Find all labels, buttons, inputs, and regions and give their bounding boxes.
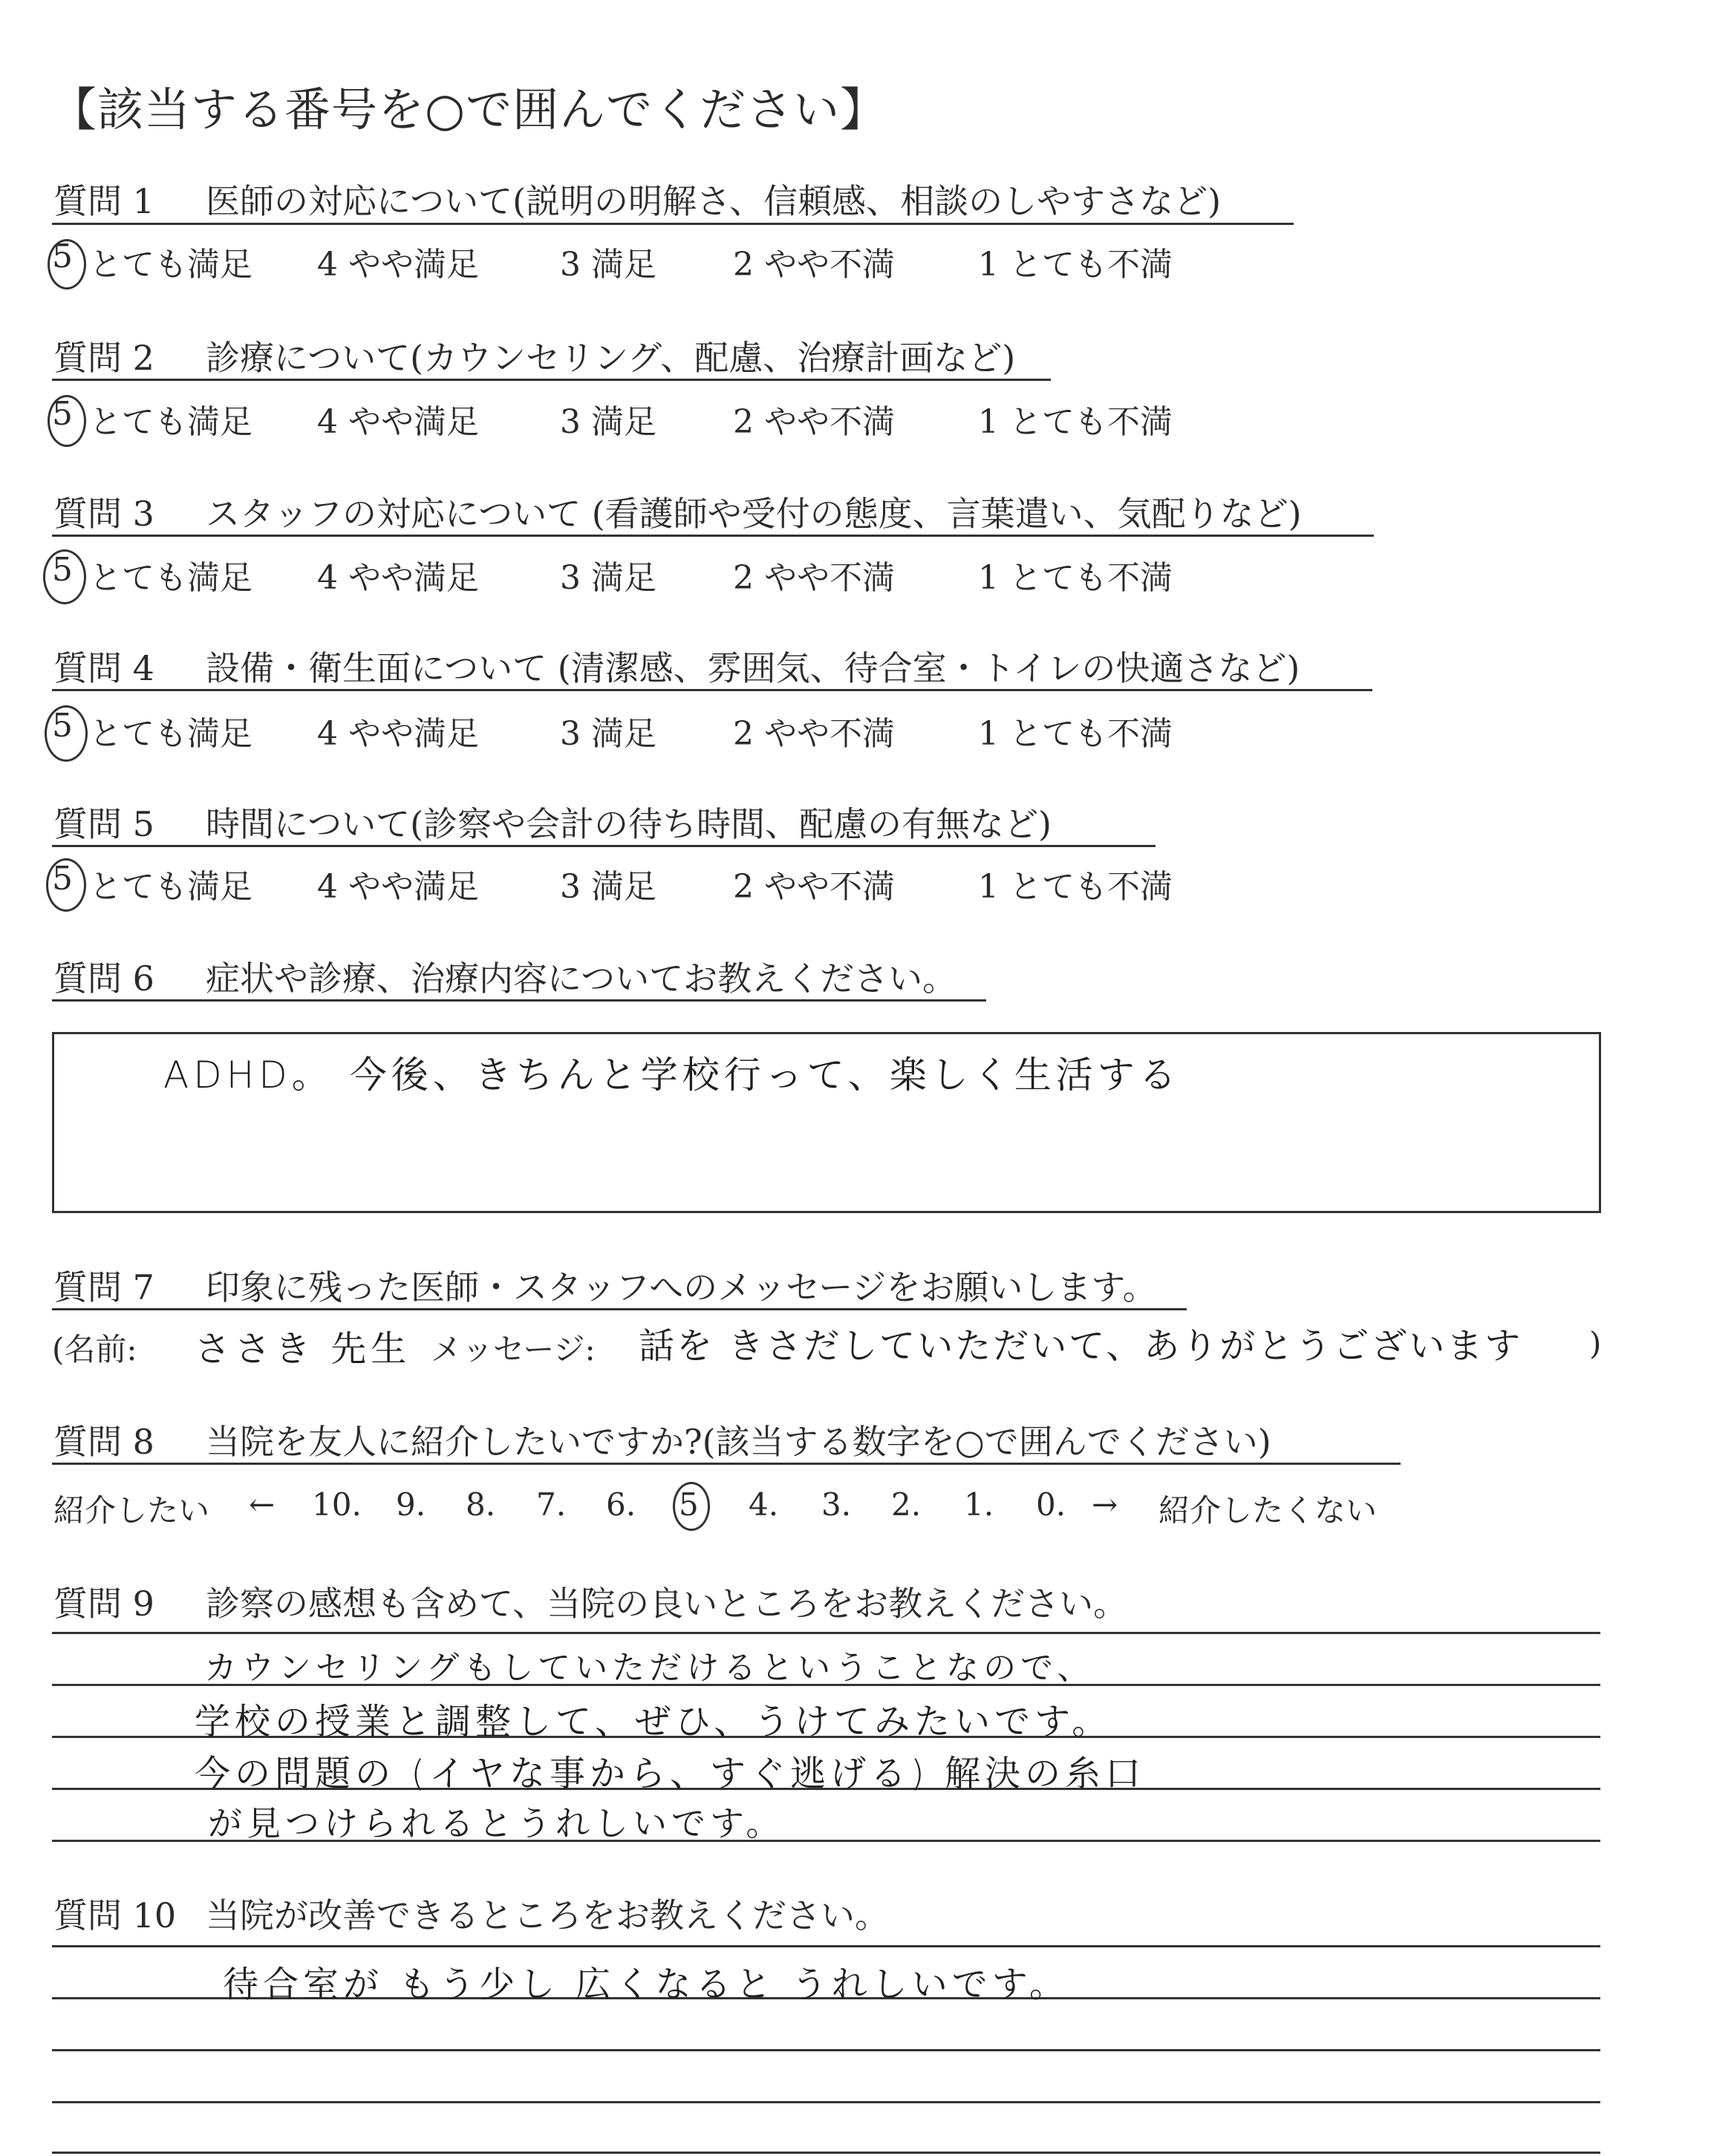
scale-0[interactable]: 0. [1036,1486,1066,1523]
option-1[interactable]: 1 とても不満 [978,715,1173,753]
question-number: 質問 8 [53,1422,154,1462]
scale-5[interactable]: 5 [679,1486,699,1523]
scale-left-label: 紹介したい [53,1492,210,1529]
question-number: 質問 6 [53,958,154,999]
option-2[interactable]: 2 やや不満 [733,246,895,284]
question-number: 質問 10 [53,1895,177,1936]
left-arrow: ← [249,1486,276,1523]
question-text: 診察の感想も含めて、当院の良いところをお教えください。 [206,1584,1128,1624]
option-3[interactable]: 3 満足 [560,868,656,906]
question-text: 医師の対応について(説明の明解さ、信頼感、相談のしやすさなど) [206,181,1222,221]
handwritten-line: が見つけられるとうれしいです。 [208,1803,785,1843]
question-number: 質問 5 [53,804,154,844]
option-3[interactable]: 3 満足 [560,559,656,597]
question-text: 診療について(カウンセリング、配慮、治療計画など) [206,338,1016,378]
question-text: 印象に残った医師・スタッフへのメッセージをお願いします。 [206,1267,1157,1307]
form-title: 【該当する番号を○で囲んでください】 [50,82,887,137]
answer-circle [48,239,86,290]
option-5-label: とても満足 [89,868,252,906]
handwritten-line: カウンセリングもしていただけるということなので、 [204,1649,1095,1687]
option-4[interactable]: 4 やや満足 [317,715,479,753]
option-5-label: とても満足 [89,715,252,753]
option-5-label: とても満足 [89,246,252,284]
option-1[interactable]: 1 とても不満 [978,868,1173,906]
scale-3[interactable]: 3. [821,1486,852,1523]
option-5-number[interactable]: 5 [52,238,73,275]
question-underline [52,535,1374,537]
question-text: 当院を友人に紹介したいですか?(該当する数字を○で囲んでください) [206,1422,1271,1462]
question-number: 質問 7 [53,1267,154,1307]
answer-circle [46,858,86,912]
scale-1[interactable]: 1. [964,1486,994,1523]
option-1[interactable]: 1 とても不満 [978,403,1173,441]
option-5-number[interactable]: 5 [52,395,73,433]
option-4[interactable]: 4 やや満足 [317,868,479,906]
handwritten-line: 学校の授業と調整して、ぜひ、うけてみたいです。 [195,1701,1112,1742]
question-text: 当院が改善できるところをお教えください。 [206,1895,889,1936]
option-5-label: とても満足 [89,559,252,597]
scale-2[interactable]: 2. [891,1486,922,1523]
option-1[interactable]: 1 とても不満 [978,246,1173,284]
option-3[interactable]: 3 満足 [560,715,656,753]
answer-circle [45,705,88,762]
question-number: 質問 1 [53,181,154,221]
question-text: スタッフの対応について (看護師や受付の態度、言葉遣い、気配りなど) [206,494,1302,534]
question-text: 設備・衛生面について (清潔感、雰囲気、待合室・トイレの快適さなど) [206,648,1300,688]
option-4[interactable]: 4 やや満足 [317,246,479,284]
question-underline [52,379,1051,381]
option-2[interactable]: 2 やや不満 [733,403,895,441]
option-2[interactable]: 2 やや不満 [733,868,895,906]
question-number: 質問 9 [53,1584,154,1624]
option-5-label: とても満足 [89,403,252,441]
option-5-number[interactable]: 5 [52,707,73,745]
handwritten-answer: ADHD。 今後、きちんと学校行って、楽しく生活する [163,1054,1181,1097]
answer-line [52,2049,1600,2051]
question-underline [52,999,986,1002]
name-label: (名前: [52,1331,137,1368]
question-number: 質問 2 [53,338,154,378]
option-5-number[interactable]: 5 [52,860,73,898]
scale-6[interactable]: 6. [606,1486,636,1523]
option-4[interactable]: 4 やや満足 [317,559,479,597]
question-underline [52,223,1294,225]
name-value: ささき 先生 [195,1328,411,1370]
answer-line [52,1945,1600,1947]
scale-9[interactable]: 9. [396,1486,426,1523]
question-number: 質問 4 [53,648,154,688]
answer-line [52,2152,1600,2154]
right-arrow: → [1092,1486,1118,1523]
answer-circle [43,549,86,604]
scale-right-label: 紹介したくない [1158,1492,1378,1529]
option-3[interactable]: 3 満足 [560,246,656,284]
scale-4[interactable]: 4. [749,1486,779,1523]
scale-8[interactable]: 8. [466,1486,496,1523]
answer-line [52,1632,1600,1634]
option-5-number[interactable]: 5 [52,551,73,589]
question-underline [52,689,1372,691]
option-1[interactable]: 1 とても不満 [978,559,1173,597]
option-2[interactable]: 2 やや不満 [733,715,895,753]
question-text: 時間について(診察や会計の待ち時間、配慮の有無など) [206,804,1052,844]
scale-10[interactable]: 10. [312,1486,362,1523]
question-text: 症状や診療、治療内容についてお教えください。 [206,958,957,999]
answer-line [52,2101,1600,2103]
answer-circle [48,395,86,447]
option-4[interactable]: 4 やや満足 [317,403,479,441]
question-underline [52,1308,1187,1310]
option-2[interactable]: 2 やや不満 [733,559,895,597]
option-3[interactable]: 3 満足 [560,403,656,441]
answer-circle [673,1482,710,1531]
close-paren: ) [1589,1325,1602,1362]
message-value: 話を きさだしていただいて、ありがとうございます [639,1325,1523,1367]
scale-7[interactable]: 7. [536,1486,567,1523]
question-number: 質問 3 [53,494,154,534]
question-underline [52,1463,1401,1465]
handwritten-line: 今の問題の (イヤな事から、すぐ逃げる) 解決の糸口 [195,1753,1145,1794]
question-underline [52,845,1156,847]
handwritten-line: 待合室が もう少し 広くなると うれしいです。 [223,1964,1069,2005]
message-label: メッセージ: [431,1331,596,1368]
